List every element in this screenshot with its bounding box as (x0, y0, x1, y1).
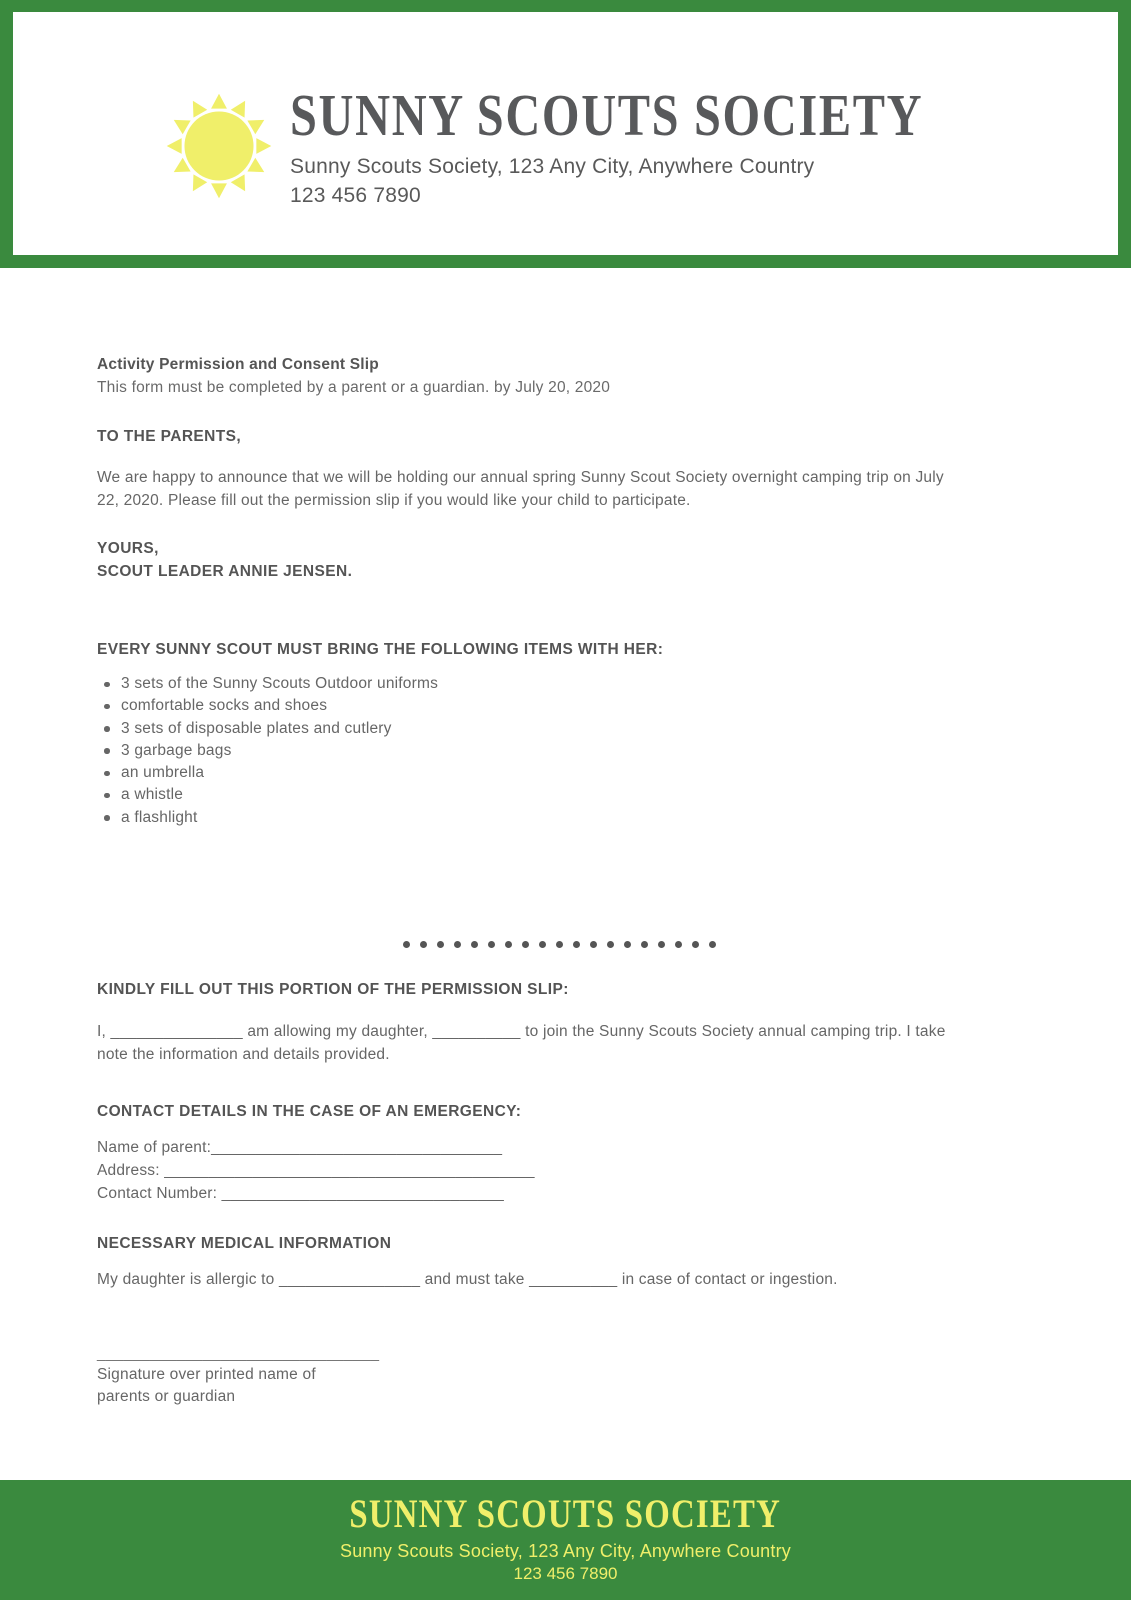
divider-dot (539, 941, 546, 948)
header-band (0, 0, 1131, 268)
signature-block (97, 1344, 1021, 1408)
signature-caption: Signature over printed name of parents or guardian (97, 1366, 316, 1406)
footer-organization-title: SUNNY SCOUTS SOCIETY (349, 1491, 782, 1536)
intro-block (97, 353, 1021, 399)
closing-word: YOURS, (97, 540, 159, 557)
document-body (0, 353, 1131, 1408)
divider-dot (522, 941, 529, 948)
divider-dot (471, 941, 478, 948)
divider-dot (488, 941, 495, 948)
deadline-note: This form must be completed by a parent or a guardian. by July 20, 2020 (97, 379, 611, 396)
divider-dot (556, 941, 563, 948)
sun-icon (163, 87, 275, 205)
parent-name-field: Name of parent:_________________________________ (97, 1139, 503, 1157)
divider-dot (505, 941, 512, 948)
divider-dot (624, 941, 631, 948)
emergency-fields (97, 1136, 1021, 1205)
dotted-divider (97, 941, 1021, 948)
divider-dot (437, 941, 444, 948)
document-title: Activity Permission and Consent Slip (97, 356, 379, 373)
list-item: a flashlight (121, 807, 1021, 829)
divider-dot (658, 941, 665, 948)
logo (163, 87, 275, 255)
contact-number-field: Contact Number: ________________________________ (97, 1185, 504, 1203)
items-heading: EVERY SUNNY SCOUT MUST BRING THE FOLLOWING ITEMS WITH HER: (97, 641, 664, 658)
footer-address: Sunny Scouts Society, 123 Any City, Anywhere Country (340, 1541, 791, 1561)
list-item: 3 garbage bags (121, 740, 1021, 762)
list-item: a whistle (121, 784, 1021, 806)
footer (0, 1480, 1131, 1600)
list-item: 3 sets of the Sunny Scouts Outdoor uniforms (121, 673, 1021, 695)
divider-dot (675, 941, 682, 948)
organization-address: Sunny Scouts Society, 123 Any City, Anywhere Country (290, 155, 815, 178)
slip-heading: KINDLY FILL OUT THIS PORTION OF THE PERMISSION SLIP: (97, 981, 569, 999)
items-list (97, 673, 1021, 829)
organization-title: SUNNY SCOUTS SOCIETY (290, 82, 924, 148)
header (13, 12, 1118, 255)
announcement-paragraph: We are happy to announce that we will be holding our annual spring Sunny Scout Society overnight camping trip on July 22, 2020. Please fill out the permission slip if you would like your child to participate. (97, 469, 944, 509)
divider-dot (454, 941, 461, 948)
divider-dot (573, 941, 580, 948)
header-text (290, 82, 1062, 255)
closing-block (97, 537, 1021, 583)
salutation: TO THE PARENTS, (97, 428, 242, 445)
divider-dot (420, 941, 427, 948)
divider-dot (641, 941, 648, 948)
allergy-statement: My daughter is allergic to ________________ and must take __________ in case of contact or ingestion. (97, 1271, 838, 1289)
divider-dot (692, 941, 699, 948)
consent-statement: I, _______________ am allowing my daughter, __________ to join the Sunny Scouts Society annual camping trip. I take note the information and details provided. (97, 1023, 946, 1064)
list-item: 3 sets of disposable plates and cutlery (121, 718, 1021, 740)
organization-contact (290, 152, 1062, 210)
medical-heading: NECESSARY MEDICAL INFORMATION (97, 1235, 392, 1253)
list-item: comfortable socks and shoes (121, 695, 1021, 717)
address-field: Address: __________________________________________ (97, 1162, 535, 1180)
emergency-heading: CONTACT DETAILS IN THE CASE OF AN EMERGENCY: (97, 1103, 522, 1121)
divider-dot (403, 941, 410, 948)
divider-dot (607, 941, 614, 948)
signer-name: SCOUT LEADER ANNIE JENSEN. (97, 563, 353, 580)
footer-phone: 123 456 7890 (513, 1564, 618, 1583)
signature-line: ________________________________ (97, 1345, 380, 1363)
divider-dot (590, 941, 597, 948)
divider-dot (709, 941, 716, 948)
organization-phone: 123 456 7890 (290, 184, 421, 207)
list-item: an umbrella (121, 762, 1021, 784)
